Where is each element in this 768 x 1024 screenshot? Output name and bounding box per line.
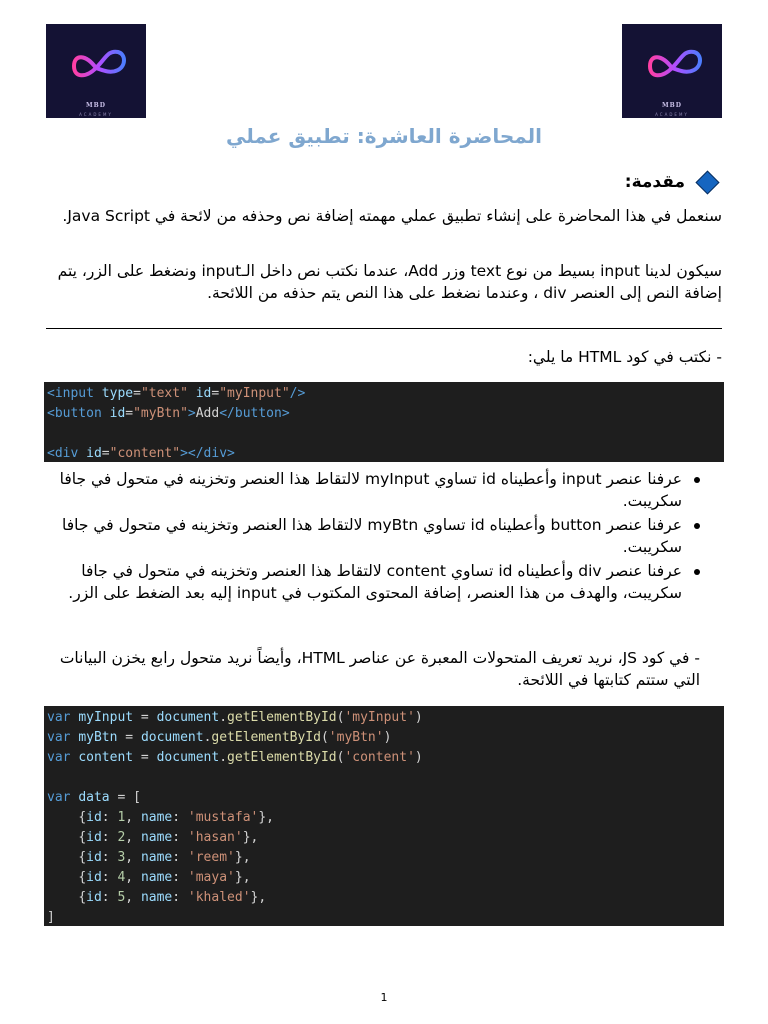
intro-heading-text: مقدمة: bbox=[624, 172, 685, 192]
js-code-block bbox=[44, 706, 724, 926]
code-line: var myBtn = document.getElementById('myBtn') bbox=[47, 730, 392, 745]
intro-paragraph-2: سيكون لدينا input بسيط من نوع text وزر Add، عندما نكتب نص داخل الـinput ونضغط على الزر، يتم إضافة النص إلى العنصر div ، وعندما نضغط على هذا النص يتم حذفه من اللائحة. bbox=[57, 262, 722, 303]
list-item: عرفنا عنصر input وأعطيناه id تساوي myInput لالتقاط هذا العنصر وتخزينه في متحول في جافا سكريبت. bbox=[46, 468, 722, 513]
bullet-dot-icon bbox=[694, 477, 700, 483]
academy-logo-left bbox=[46, 24, 146, 118]
js-code-note: - في كود JS، نريد تعريف المتحولات المعبرة عن عناصر HTML، وأيضاً نريد متحول رابع يخزن البيانات التي ستتم كتابتها في اللائحة. bbox=[59, 649, 700, 690]
logo-subtitle: ACADEMY bbox=[655, 112, 689, 117]
code-line: {id: 5, name: 'khaled'}, bbox=[78, 890, 267, 905]
logo-name: MBD bbox=[662, 102, 682, 109]
infinity-logo-icon bbox=[622, 24, 722, 104]
section-divider bbox=[46, 328, 722, 329]
code-line: <button id="myBtn">Add</button> bbox=[47, 406, 290, 421]
html-code-block bbox=[44, 382, 724, 462]
diamond-bullet-icon bbox=[695, 170, 719, 194]
intro-heading bbox=[625, 170, 722, 195]
code-line: ] bbox=[47, 910, 55, 925]
explanation-list bbox=[46, 468, 722, 606]
code-line: var data = [ bbox=[47, 790, 141, 805]
html-code-note: - نكتب في كود HTML ما يلي: bbox=[527, 348, 722, 366]
page-number: 1 bbox=[380, 991, 388, 1004]
code-line: <input type="text" id="myInput"/> bbox=[47, 386, 306, 401]
bullet-dot-icon bbox=[694, 569, 700, 575]
bullet-dot-icon bbox=[694, 523, 700, 529]
list-item: عرفنا عنصر div وأعطيناه id تساوي content لالتقاط هذا العنصر وتخزينه في متحول في جافا سكريبت، والهدف من هذا العنصر، إضافة المحتوى المكتوب في input إليه بعد الضغط على الزر. bbox=[46, 560, 722, 605]
infinity-logo-icon bbox=[46, 24, 146, 104]
list-item: عرفنا عنصر button وأعطيناه id تساوي myBtn لالتقاط هذا العنصر وتخزينه في متحول في جافا سكريبت. bbox=[46, 514, 722, 559]
code-line: var content = document.getElementById('content') bbox=[47, 750, 423, 765]
code-line: {id: 2, name: 'hasan'}, bbox=[78, 830, 259, 845]
code-line: {id: 3, name: 'reem'}, bbox=[78, 850, 251, 865]
code-line: <div id="content"></div> bbox=[47, 446, 235, 461]
intro-paragraph-1: سنعمل في هذا المحاضرة على إنشاء تطبيق عملي مهمته إضافة نص وحذفه من لائحة في Java Script. bbox=[62, 207, 722, 225]
academy-logo-right bbox=[622, 24, 722, 118]
logo-subtitle: ACADEMY bbox=[79, 112, 113, 117]
logo-name: MBD bbox=[86, 102, 106, 109]
code-line: var myInput = document.getElementById('myInput') bbox=[47, 710, 423, 725]
lecture-title: المحاضرة العاشرة: تطبيق عملي bbox=[225, 124, 543, 148]
code-line: {id: 1, name: 'mustafa'}, bbox=[78, 810, 275, 825]
code-line: {id: 4, name: 'maya'}, bbox=[78, 870, 251, 885]
